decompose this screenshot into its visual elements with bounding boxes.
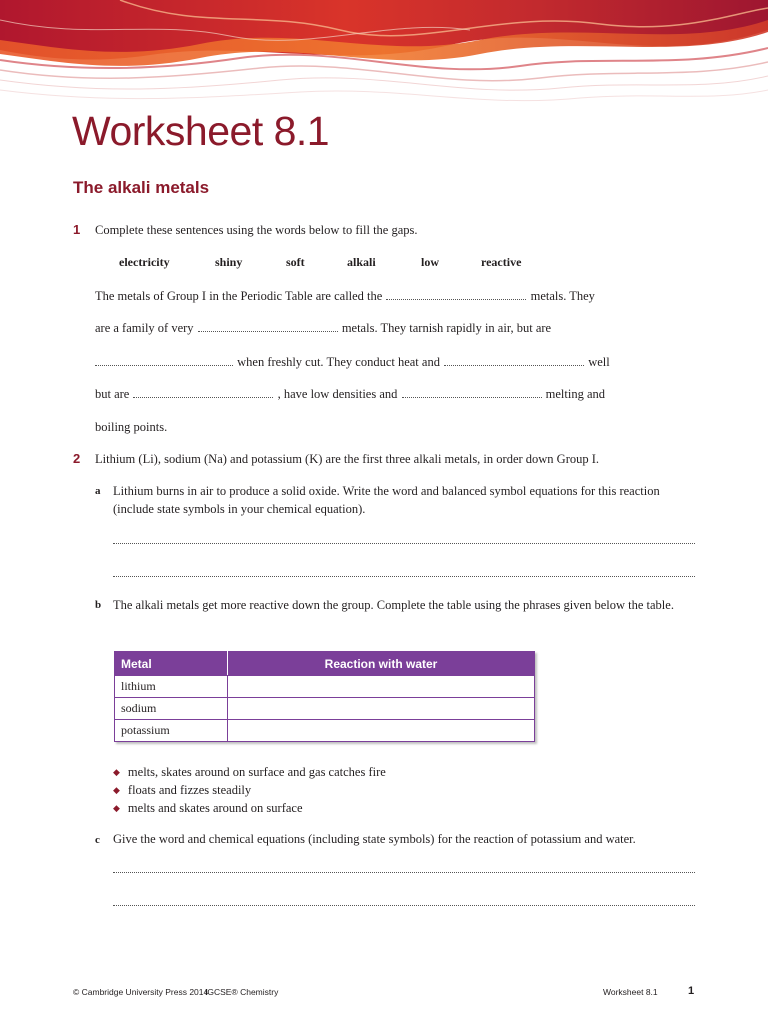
metal-cell: sodium bbox=[115, 698, 228, 720]
footer-course: IGCSE® Chemistry bbox=[205, 987, 279, 997]
word-bank-item: alkali bbox=[347, 255, 376, 269]
cloze-text: The metals of Group I in the Periodic Table are called the bbox=[95, 289, 383, 303]
phrase-item bbox=[113, 781, 251, 799]
blank-field[interactable] bbox=[95, 354, 233, 366]
footer-copyright: © Cambridge University Press 2014 bbox=[73, 987, 209, 997]
table-row bbox=[115, 698, 535, 720]
answer-line[interactable] bbox=[113, 872, 695, 873]
cloze-text: well bbox=[588, 355, 610, 369]
question-2-intro: Lithium (Li), sodium (Na) and potassium (K) are the first three alkali metals, in order down Group I. bbox=[95, 452, 600, 466]
table-row bbox=[115, 720, 535, 742]
metal-cell: potassium bbox=[115, 720, 228, 742]
answer-line[interactable] bbox=[113, 905, 695, 906]
metal-cell: lithium bbox=[115, 676, 228, 698]
footer-worksheet: Worksheet 8.1 bbox=[603, 987, 658, 997]
cloze-text: are a family of very bbox=[95, 321, 194, 335]
question-1-prompt: Complete these sentences using the words below to fill the gaps. bbox=[95, 223, 418, 237]
cloze-line-2 bbox=[95, 319, 551, 337]
cloze-text: when freshly cut. They conduct heat and bbox=[237, 355, 440, 369]
word-bank-item: reactive bbox=[481, 255, 522, 269]
word-bank-item: low bbox=[421, 255, 439, 269]
cloze-text: , have low densities and bbox=[277, 387, 398, 401]
word-bank-item: soft bbox=[286, 255, 305, 269]
phrase-item bbox=[113, 763, 386, 781]
diamond-bullet-icon: ◆ bbox=[113, 803, 120, 813]
header-banner bbox=[0, 0, 768, 120]
blank-field[interactable] bbox=[386, 288, 526, 300]
table-row bbox=[115, 676, 535, 698]
phrase-text: melts, skates around on surface and gas catches fire bbox=[127, 765, 386, 779]
part-c-text: Give the word and chemical equations (including state symbols) for the reaction of potassium and water. bbox=[113, 832, 636, 846]
blank-field[interactable] bbox=[198, 320, 338, 332]
cloze-text: but are bbox=[95, 387, 130, 401]
blank-field[interactable] bbox=[444, 354, 584, 366]
blank-field[interactable] bbox=[133, 386, 273, 398]
part-b-label: b bbox=[95, 599, 102, 611]
part-c-label: c bbox=[95, 834, 100, 846]
diamond-bullet-icon: ◆ bbox=[113, 767, 120, 777]
answer-line[interactable] bbox=[113, 576, 695, 577]
part-a-label: a bbox=[95, 485, 101, 497]
cloze-line-4 bbox=[95, 385, 605, 403]
reaction-cell[interactable] bbox=[228, 698, 535, 720]
table-header-row bbox=[115, 652, 535, 676]
phrase-text: melts and skates around on surface bbox=[127, 801, 303, 815]
word-bank-item: shiny bbox=[215, 255, 243, 269]
part-a-text: Lithium burns in air to produce a solid oxide. Write the word and balanced symbol equations for this reaction (include state symbols in your chemical equation). bbox=[113, 484, 660, 516]
word-bank-item: electricity bbox=[119, 255, 170, 269]
phrase-item bbox=[113, 799, 303, 817]
table-header-reaction: Reaction with water bbox=[228, 652, 535, 676]
cloze-line-3 bbox=[95, 353, 610, 371]
part-b-text: The alkali metals get more reactive down the group. Complete the table using the phrases given below the table. bbox=[113, 598, 674, 612]
cloze-text: metals. They tarnish rapidly in air, but are bbox=[341, 321, 552, 335]
reaction-table bbox=[114, 651, 535, 742]
cloze-line-1 bbox=[95, 287, 595, 305]
cloze-line-5: boiling points. bbox=[95, 420, 168, 434]
page-number: 1 bbox=[688, 985, 695, 997]
blank-field[interactable] bbox=[402, 386, 542, 398]
answer-line[interactable] bbox=[113, 543, 695, 544]
question-1-number: 1 bbox=[73, 222, 81, 237]
reaction-cell[interactable] bbox=[228, 720, 535, 742]
table-header-metal: Metal bbox=[115, 652, 228, 676]
cloze-text: metals. They bbox=[530, 289, 595, 303]
diamond-bullet-icon: ◆ bbox=[113, 785, 120, 795]
worksheet-subtitle: The alkali metals bbox=[73, 178, 210, 197]
phrase-text: floats and fizzes steadily bbox=[127, 783, 252, 797]
cloze-text: melting and bbox=[545, 387, 605, 401]
question-2-number: 2 bbox=[73, 451, 81, 466]
reaction-cell[interactable] bbox=[228, 676, 535, 698]
worksheet-title: Worksheet 8.1 bbox=[72, 108, 330, 154]
